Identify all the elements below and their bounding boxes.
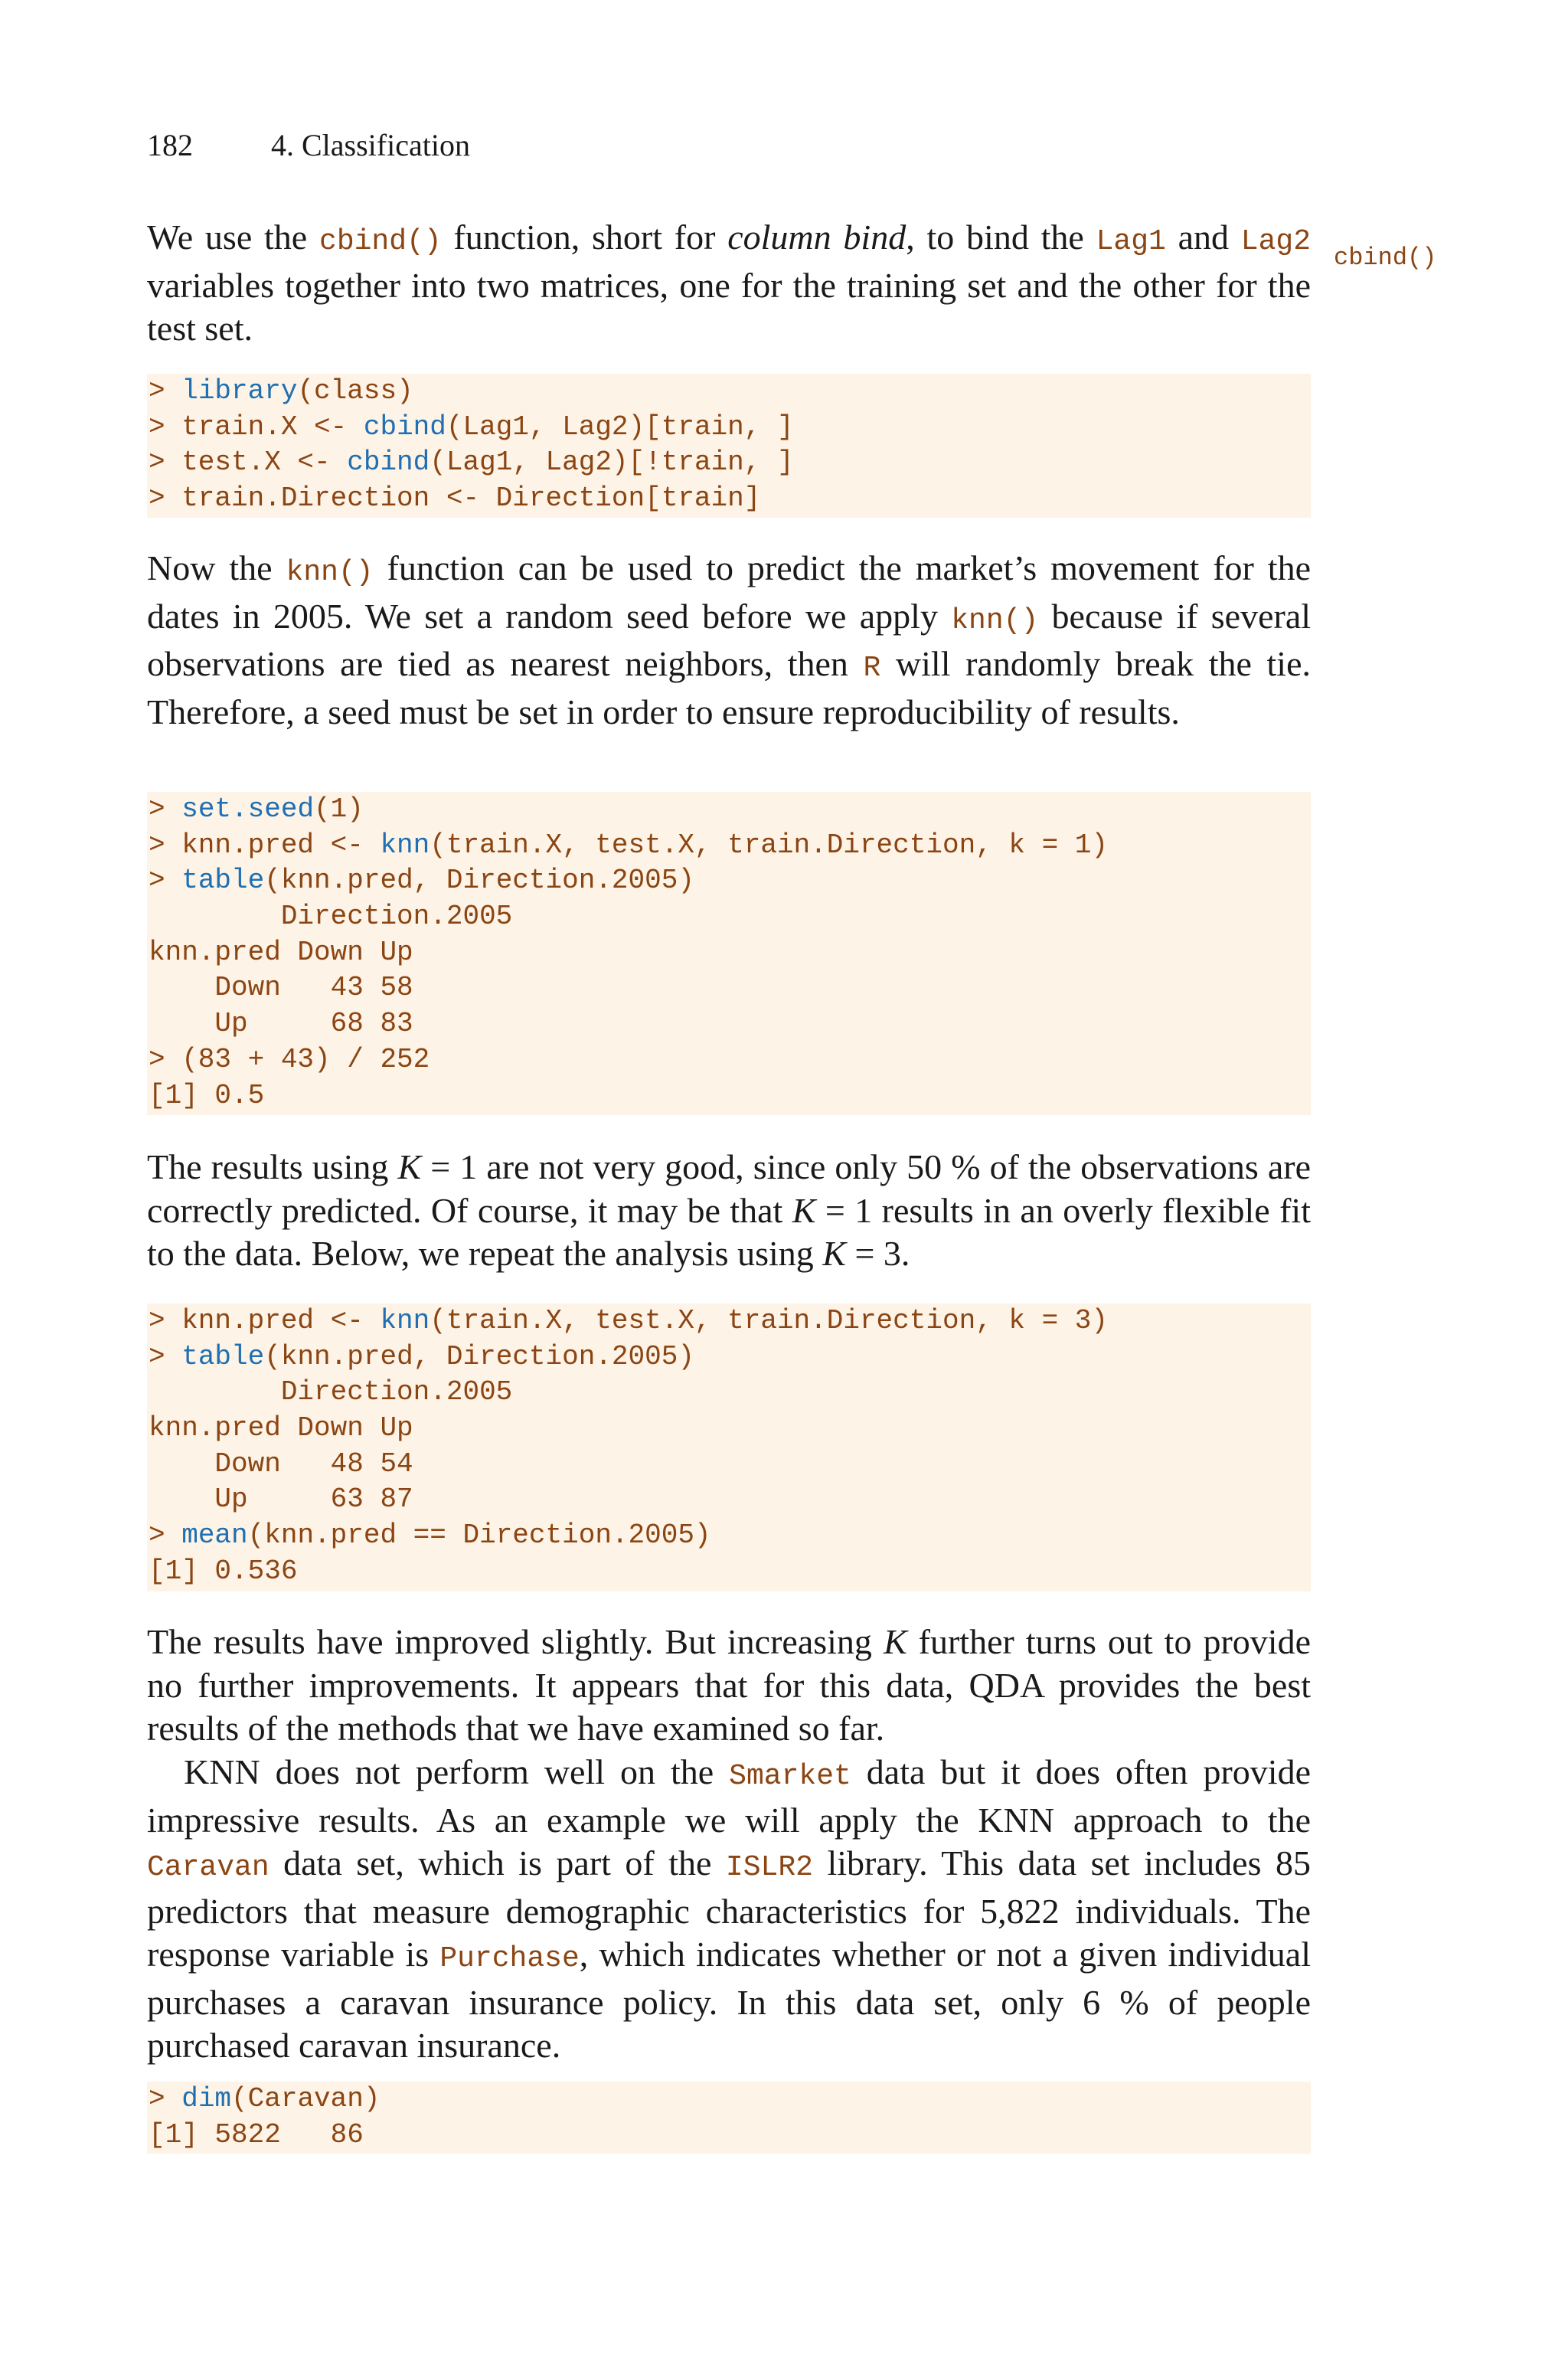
code-line: Direction.2005 [149, 901, 513, 933]
code-line: Down 48 54 [149, 1447, 413, 1480]
code-block-knn-k1 [147, 792, 1311, 1115]
page-number: 182 [147, 128, 193, 162]
margin-note: cbind() [1334, 244, 1437, 272]
code-line: > mean(knn.pred == Direction.2005) [149, 1519, 711, 1552]
code-line: > library(class) [149, 375, 413, 407]
code-line: Direction.2005 [149, 1376, 513, 1408]
code-line: > train.X <- cbind(Lag1, Lag2)[train, ] [149, 411, 794, 443]
code-line: knn.pred Down Up [149, 936, 413, 968]
paragraph-results-k1: The results using K = 1 are not very good, since only 50 % of the observations are correctly predicted. Of course, it may be that K = 1 results in an overly flexible fit to the data. Below, we repeat the analysis using K = 3. [147, 1147, 1311, 1273]
code-line: > (83 + 43) / 252 [149, 1043, 430, 1075]
code-line: > table(knn.pred, Direction.2005) [149, 1340, 694, 1372]
code-line: Up 63 87 [149, 1483, 413, 1516]
code-line: > table(knn.pred, Direction.2005) [149, 865, 694, 897]
paragraph-cbind: We use the cbind() function, short for column bind, to bind the Lag1 and Lag2 variables together into two matrices, one for the training set and the other for the test set. [147, 218, 1312, 348]
code-block-knn-k3 [147, 1303, 1311, 1591]
code-line: knn.pred Down Up [149, 1412, 413, 1444]
code-line: [1] 5822 86 [149, 2118, 364, 2151]
paragraph-caravan: KNN does not perform well on the Smarket data but it does often provide impressive results. As an example we will apply the KNN approach to the Caravan data set, which is part of the ISLR2 library. This data set includes 85 predictors that measure demographic characteristics for 5,822 individuals. The response variable is Purchase, which indicates whether or not a given individual purchases a caravan insurance policy. In this data set, only 6 % of people purchased caravan insurance. [147, 1752, 1311, 2065]
code-block-dim [147, 2082, 1311, 2154]
code-line: [1] 0.536 [149, 1555, 298, 1587]
paragraph-results-k3: The results have improved slightly. But increasing K further turns out to provide no further improvements. It appears that for this data, QDA provides the best results of the methods that we have examined so far. [147, 1622, 1311, 1748]
chapter-title: 4. Classification [271, 128, 470, 162]
code-line: > knn.pred <- knn(train.X, test.X, train.Direction, k = 3) [149, 1305, 1109, 1336]
code-block-cbind [147, 374, 1311, 518]
code-line: > test.X <- cbind(Lag1, Lag2)[!train, ] [149, 446, 794, 479]
page-header [147, 127, 470, 164]
code-line: Down 43 58 [149, 972, 413, 1004]
code-line: > train.Direction <- Direction[train] [149, 482, 761, 515]
code-line: > set.seed(1) [149, 793, 364, 825]
code-line: [1] 0.5 [149, 1079, 265, 1111]
code-line: Up 68 83 [149, 1008, 413, 1040]
code-line: > dim(Caravan) [149, 2083, 381, 2115]
paragraph-knn: Now the knn() function can be used to predict the market’s movement for the dates in 2005. We set a random seed before we apply knn() because if several observations are tied as nearest neighbors, then R will randomly break the tie. Therefore, a seed must be set in order to ensure reproducibility of results. [147, 548, 1312, 731]
code-line: > knn.pred <- knn(train.X, test.X, train.Direction, k = 1) [149, 829, 1109, 861]
